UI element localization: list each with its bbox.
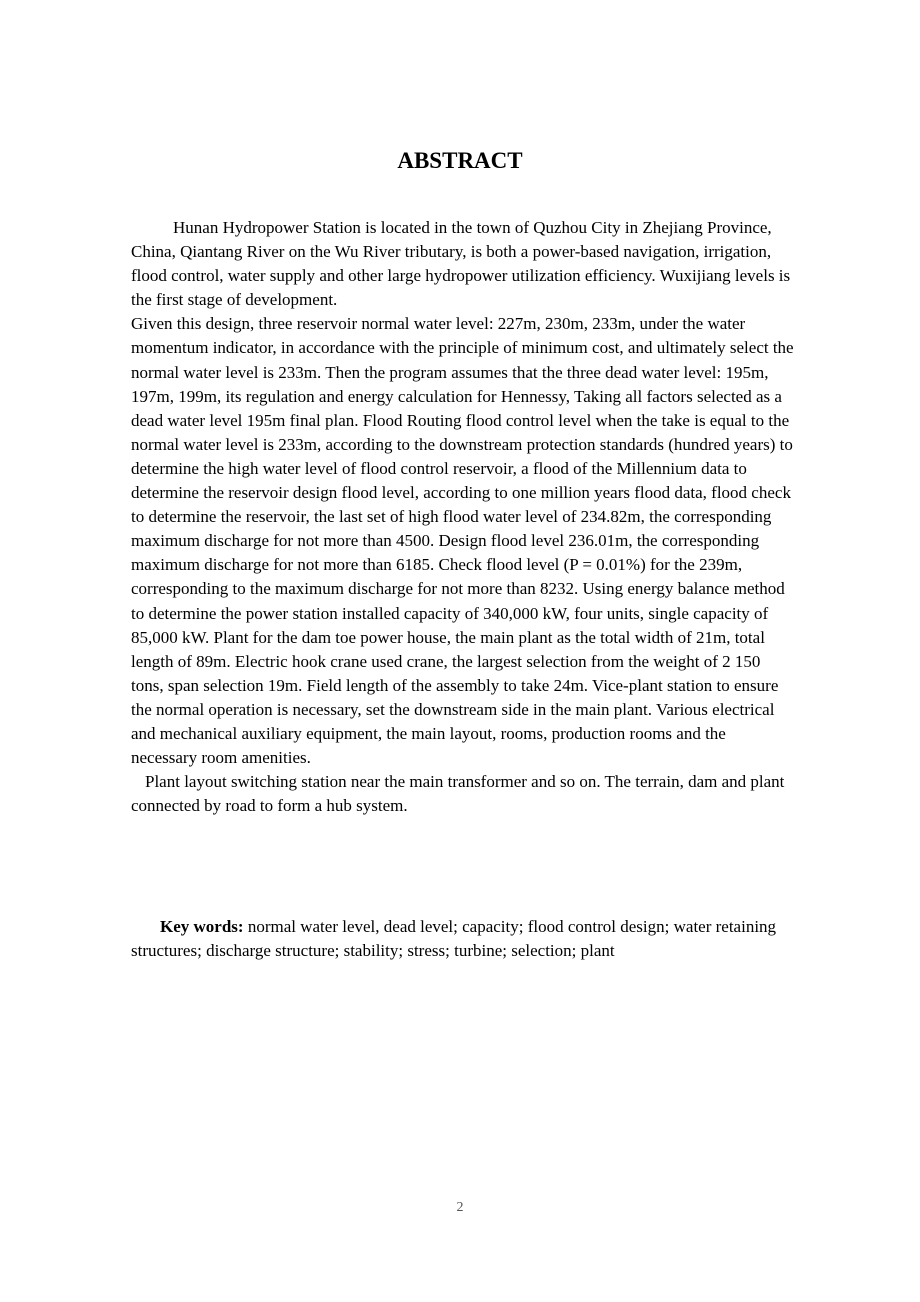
page-number: 2 <box>456 1200 464 1215</box>
abstract-paragraph-3: Plant layout switching station near the main transformer and so on. The terrain, dam and plant connected by road to form a hub system. <box>131 772 785 816</box>
abstract-paragraph-1: Hunan Hydropower Station is located in the town of Quzhou City in Zhejiang Province, China, Qiantang River on the Wu River tributary, is both a power-based navigation, irrigation, flood control, water supply and other large hydropower utilization efficiency. Wuxijiang levels is the first stage of development. <box>131 218 791 310</box>
keywords-line <box>131 915 796 963</box>
abstract-body <box>131 216 796 818</box>
abstract-paragraph-2: Given this design, three reservoir normal water level: 227m, 230m, 233m, under the water momentum indicator, in accordance with the principle of minimum cost, and ultimately select the normal water level is 233m. Then the program assumes that the three dead water level: 195m, 197m, 199m, its regulation and energy calculation for Hennessy, Taking all factors selected as a dead water level 195m final plan. Flood Routing flood control level when the take is equal to the normal water level is 233m, according to the downstream protection standards (hundred years) to determine the high water level of flood control reservoir, a flood of the Millennium data to determine the reservoir design flood level, according to one million years flood data, flood check to determine the reservoir, the last set of high flood water level of 234.82m, the corresponding maximum discharge for not more than 4500. Design flood level 236.01m, the corresponding maximum discharge for not more than 6185. Check flood level (P = 0.01%) for the 239m, corresponding to the maximum discharge for not more than 8232. Using energy balance method to determine the power station installed capacity of 340,000 kW, four units, single capacity of 85,000 kW. Plant for the dam toe power house, the main plant as the total width of 21m, total length of 89m. Electric hook crane used crane, the largest selection from the weight of 2 150 tons, span selection 19m. Field length of the assembly to take 24m. Vice-plant station to ensure the normal operation is necessary, set the downstream side in the main plant. Various electrical and mechanical auxiliary equipment, the main layout, rooms, production rooms and the necessary room amenities. <box>131 314 794 768</box>
keywords-label: Key words: <box>160 917 244 936</box>
keywords-text: normal water level, dead level; capacity; flood control design; water retaining structures; discharge structure; stability; stress; turbine; selection; plant <box>131 917 777 961</box>
abstract-title: ABSTRACT <box>397 148 523 173</box>
